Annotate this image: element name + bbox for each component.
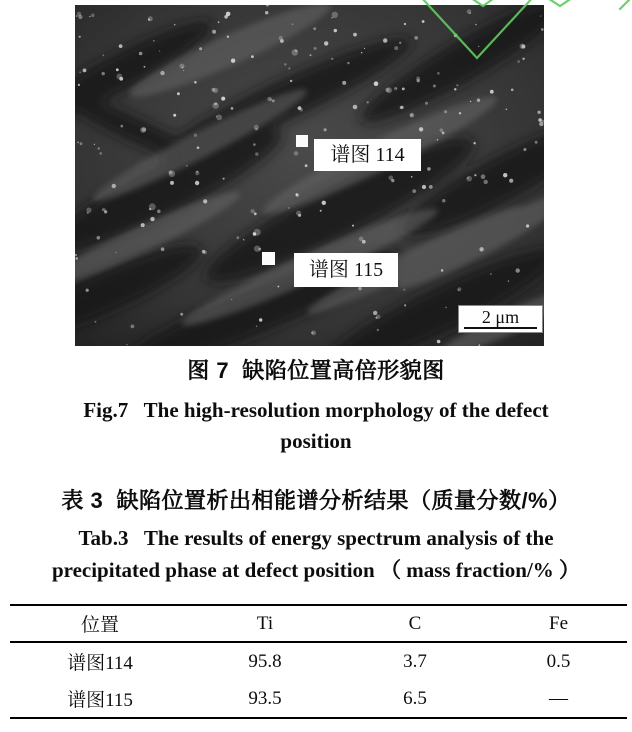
eds-results-table	[10, 604, 627, 719]
spectrum-marker-115	[262, 252, 275, 265]
figure-caption-zh: 图 7 缺陷位置高倍形貌图	[187, 358, 445, 383]
cell-ti: 93.5	[248, 687, 282, 709]
spectrum-marker-114	[296, 135, 308, 147]
scale-bar-label: 2 μm	[481, 307, 520, 327]
table-caption-zh: 表 3 缺陷位置析出相能谱分析结果（质量分数/%）	[61, 488, 571, 513]
table-row	[10, 642, 627, 680]
scale-bar-line	[464, 327, 537, 329]
figure-caption-en-line1: Fig.7 The high-resolution morphology of the defect	[83, 398, 549, 422]
sem-micrograph	[75, 5, 544, 346]
table-caption-en-line2: precipitated phase at defect position （ mass fraction/% ）	[51, 558, 581, 582]
cell-fe: 0.5	[546, 650, 571, 672]
cell-position: 谱图115	[67, 690, 133, 711]
cell-c: 6.5	[403, 687, 427, 709]
figure-caption-en-line2: position	[280, 429, 352, 453]
watermark-check-icon	[546, 0, 575, 6]
sem-texture	[75, 5, 544, 346]
spectrum-label-114: 谱图 114	[314, 139, 421, 171]
scale-bar	[458, 305, 543, 333]
cell-ti: 95.8	[248, 650, 282, 672]
table-caption-en-line1: Tab.3 The results of energy spectrum analysis of the	[78, 526, 554, 550]
table-row	[10, 680, 627, 718]
column-header-ti: Ti	[256, 612, 274, 634]
table-header-row	[10, 605, 627, 642]
cell-fe: —	[549, 687, 568, 709]
cell-c: 3.7	[403, 650, 427, 672]
cell-position: 谱图114	[67, 653, 133, 674]
watermark-check-icon	[620, 0, 632, 9]
spectrum-label-115: 谱图 115	[294, 253, 398, 287]
column-header-position: 位置	[80, 615, 119, 636]
column-header-c: C	[408, 612, 422, 634]
column-header-fe: Fe	[549, 612, 568, 634]
